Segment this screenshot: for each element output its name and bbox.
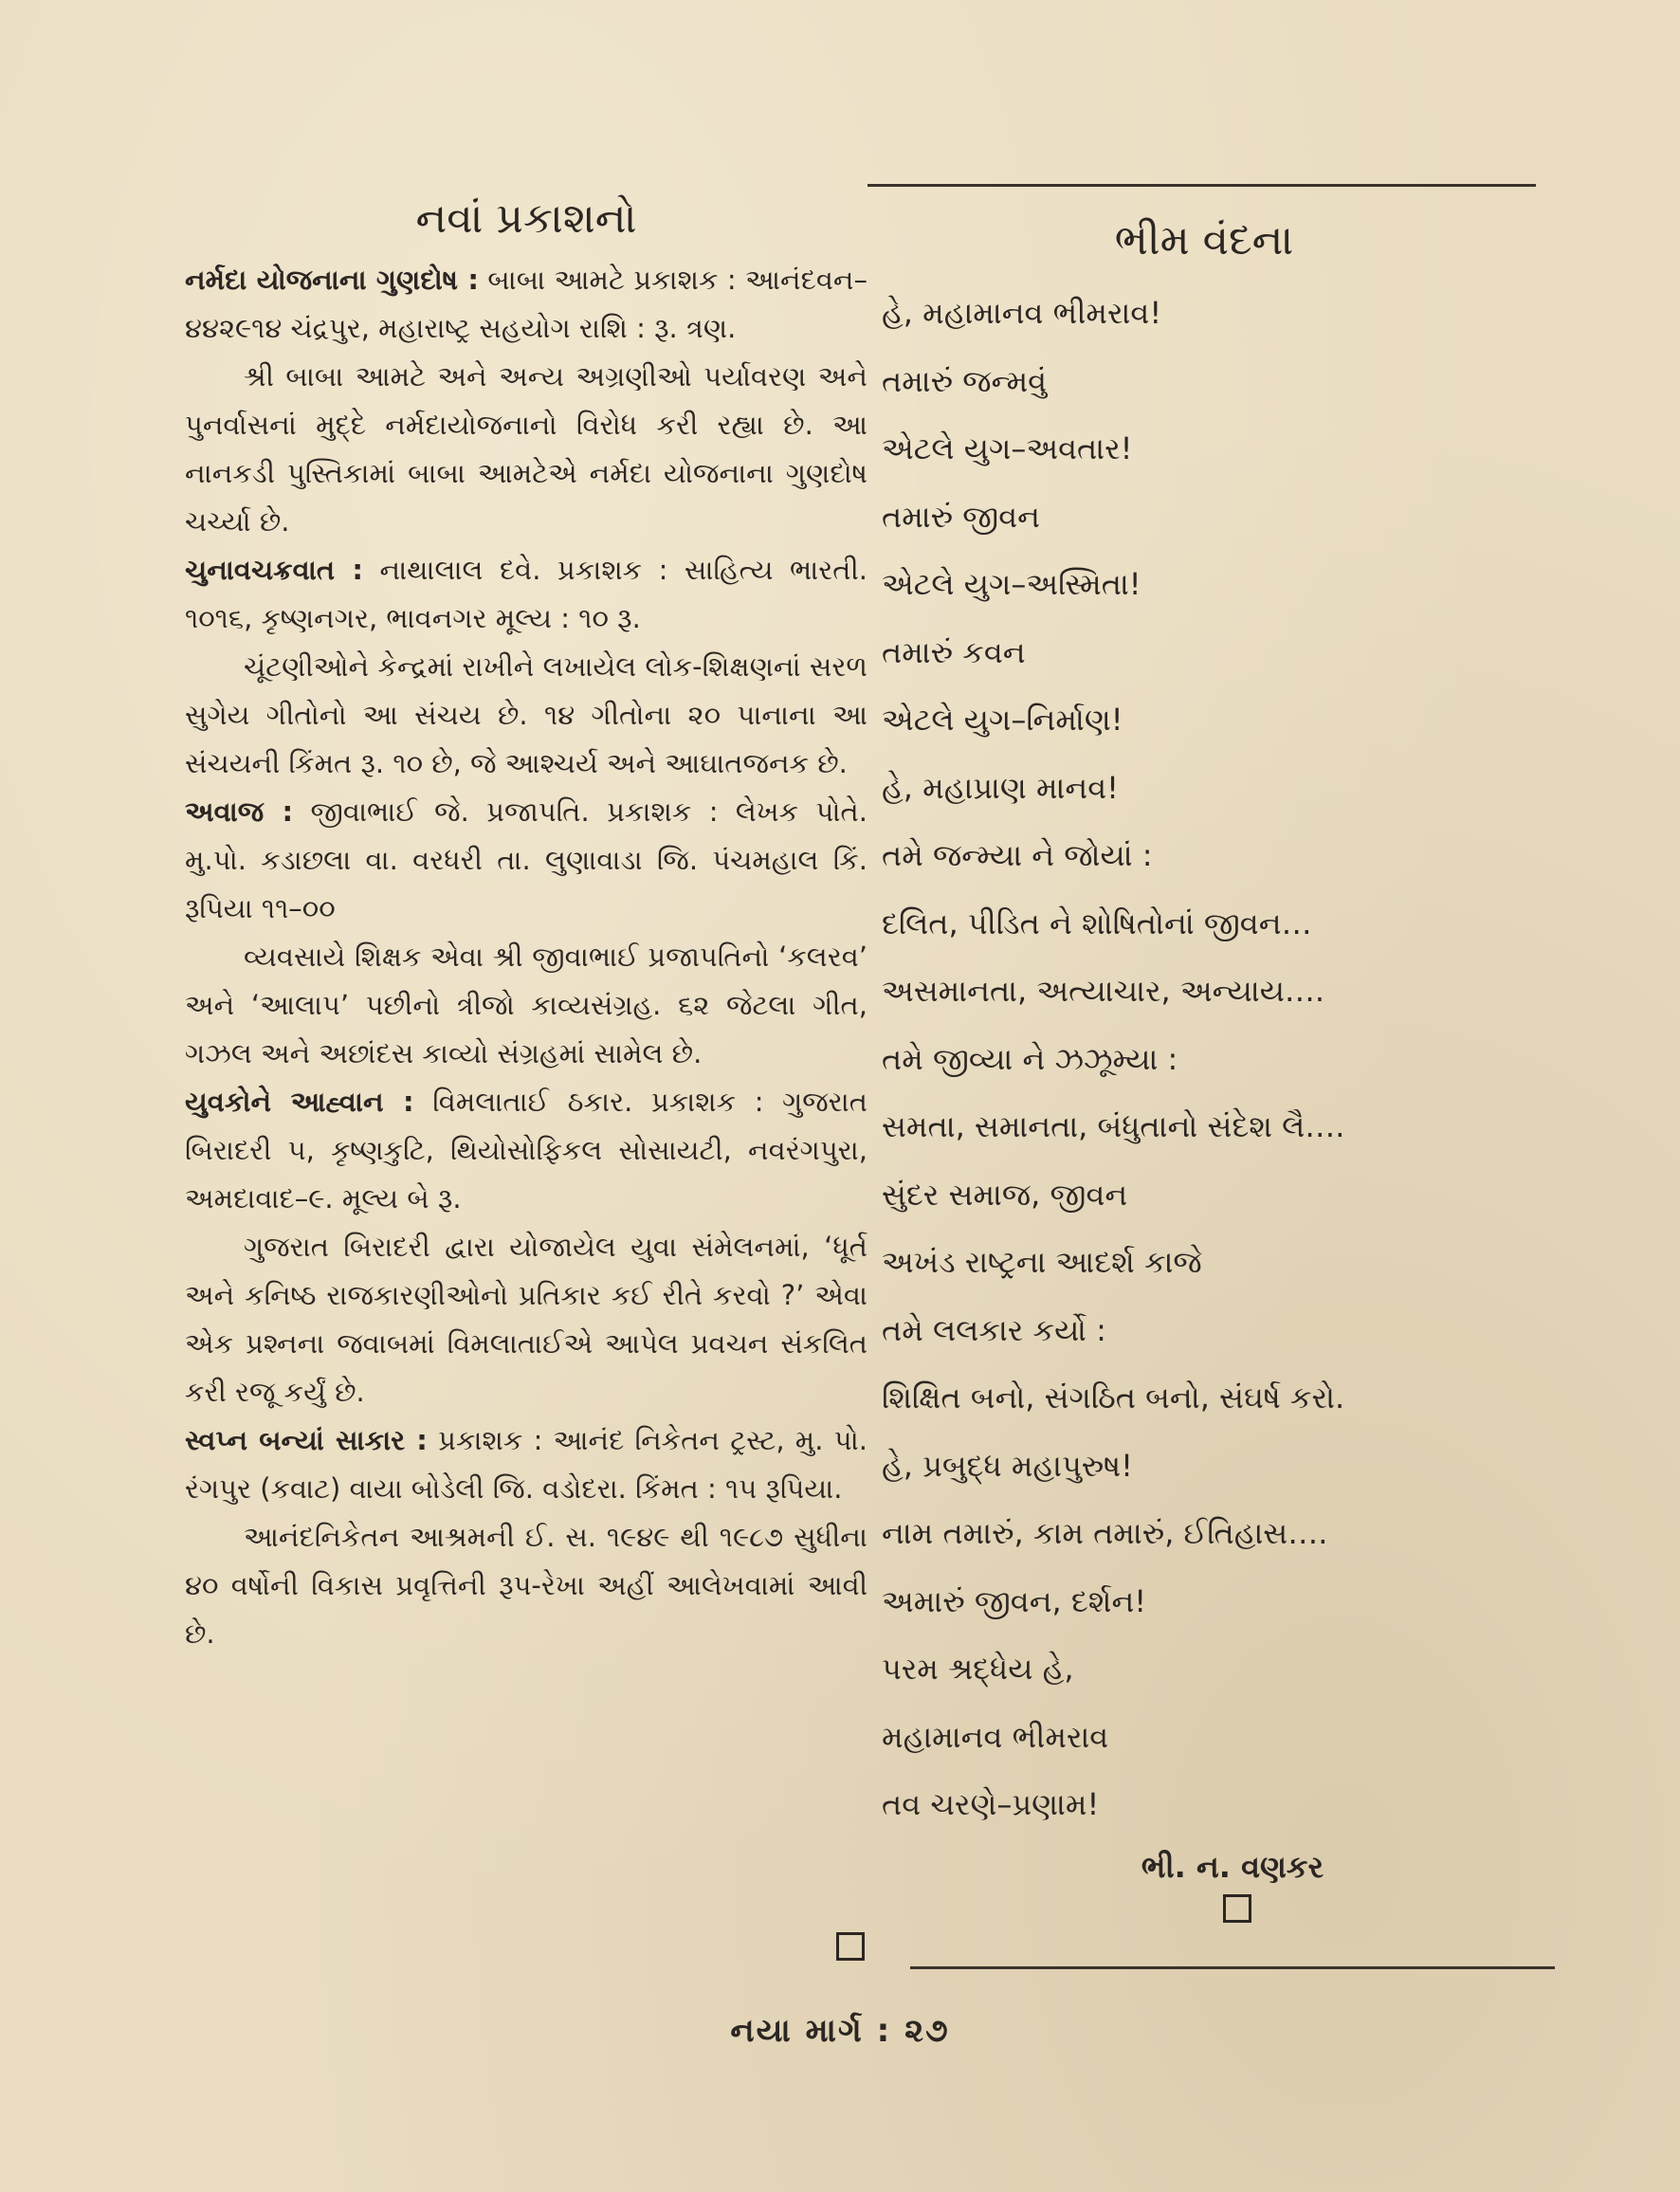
poem-line: તમારું કવન (882, 633, 1026, 670)
end-mark-box (836, 1932, 865, 1961)
poem-line: તવ ચરણે–પ્રણામ! (882, 1786, 1100, 1822)
poem-line: નામ તમારું, કામ તમારું, ઈતિહાસ…. (882, 1515, 1328, 1551)
new-publications-column (185, 194, 867, 1658)
poem-line: અખંડ રાષ્ટ્રના આદર્શ કાજે (882, 1244, 1202, 1280)
poem-line: સમતા, સમાનતા, બંધુતાનો સંદેશ લૈ…. (882, 1108, 1345, 1144)
poem-line: તમે જીવ્યા ને ઝઝૂમ્યા : (882, 1040, 1178, 1077)
poem-author: ભી. ન. વણકર (1141, 1848, 1324, 1885)
publication-item-5 (185, 1416, 867, 1658)
poem-line: તમે જન્મ્યા ને જોયાં : (882, 837, 1153, 873)
poem-line: તમારું જીવન (882, 498, 1041, 535)
publication-title: નર્મદા યોજનાના ગુણદોષ : (185, 264, 479, 296)
poem-column (863, 180, 1545, 1886)
publication-description: આનંદનિકેતન આશ્રમની ઈ. સ. ૧૯૪૯ થી ૧૯૮૭ સુધીના ૪૦ વર્ષોની વિકાસ પ્રવૃત્તિની રૂપ-રેખા અહીં આલેખવામાં આવી છે. (185, 1521, 867, 1650)
publication-description: વ્યવસાયે શિક્ષક એવા શ્રી જીવાભાઈ પ્રજાપતિનો ‘કલરવ’ અને ‘આલાપ’ પછીનો ત્રીજો કાવ્યસંગ્રહ. ૬૨ જેટલા ગીત, ગઝલ અને અછાંદસ કાવ્યો સંગ્રહમાં સામેલ છે. (185, 941, 867, 1069)
publication-item-4 (185, 1078, 867, 1416)
poem-line: દલિત, પીડિત ને શોષિતોનાં જીવન… (882, 904, 1312, 941)
poem-line: હે, મહાપ્રાણ માનવ! (882, 769, 1120, 806)
poem-title: ભીમ વંદના (1114, 216, 1294, 265)
publication-info: પ્રકાશક : આનંદ નિકેતન ટ્રસ્ટ, મુ. પો. રંગપુર (કવાટ) વાયા બોડેલી જિ. વડોદરા. કિંમત : ૧૫ રૂપિયા. (185, 1424, 867, 1505)
poem-line: મહામાનવ ભીમરાવ (882, 1718, 1109, 1755)
poem-line: તમે લલકાર કર્યો : (882, 1311, 1106, 1348)
publication-title: યુવકોને આહ્વાન : (185, 1086, 414, 1118)
publication-info: નાથાલાલ દવે. પ્રકાશક : સાહિત્ય ભારતી. ૧૦૧૬, કૃષ્ણનગર, ભાવનગર મૂલ્ય : ૧૦ રૂ. (185, 554, 867, 634)
publication-description: ગુજરાત બિરાદરી દ્વારા યોજાયેલ યુવા સંમેલનમાં, ‘ધૂર્ત અને કનિષ્ઠ રાજકારણીઓનો પ્રતિકાર કઈ રીતે કરવો ?’ એવા એક પ્રશ્નના જવાબમાં વિમલાતાઈએ આપેલ પ્રવચન સંકલિત કરી રજૂ કર્યું છે. (185, 1231, 867, 1408)
publication-item-1 (185, 256, 867, 546)
publication-title: ચુનાવચક્રવાત : (185, 554, 363, 586)
poem-line: સુંદર સમાજ, જીવન (882, 1176, 1128, 1213)
new-publications-heading: નવાં પ્રકાશનો (415, 194, 637, 243)
poem-line: એટલે યુગ–અવતાર! (882, 430, 1133, 466)
publication-description: શ્રી બાબા આમટે અને અન્ય અગ્રણીઓ પર્યાવરણ અને પુનર્વાસનાં મુદ્દે નર્મદાયોજનાનો વિરોધ કરી રહ્યા છે. આ નાનકડી પુસ્તિકામાં બાબા આમટેએ નર્મદા યોજનાના ગુણદોષ ચર્ચ્યા છે. (185, 360, 867, 538)
publication-description: ચૂંટણીઓને કેન્દ્રમાં રાખીને લખાયેલ લોક-શિક્ષણનાં સરળ સુગેય ગીતોનો આ સંચય છે. ૧૪ ગીતોના ૨૦ પાનાના આ સંચયની કિંમત રૂ. ૧૦ છે, જે આશ્ચર્ય અને આઘાતજનક છે. (185, 650, 867, 779)
publication-title: સ્વપ્ન બન્યાં સાકાર : (185, 1424, 428, 1456)
poem-line: અસમાનતા, અત્યાચાર, અન્યાય…. (882, 973, 1325, 1009)
publication-item-2 (185, 546, 867, 788)
poem-line: હે, પ્રબુદ્ધ મહાપુરુષ! (882, 1447, 1133, 1484)
poem-line: પરમ શ્રદ્ધેય હે, (882, 1651, 1074, 1687)
poem-line: એટલે યુગ–નિર્માણ! (882, 702, 1123, 738)
publication-info: જીવાભાઈ જે. પ્રજાપતિ. પ્રકાશક : લેખક પોતે. મુ.પો. કડાછલા વા. વરધરી તા. લુણાવાડા જિ. પંચમહાલ કિં. રૂપિયા ૧૧–૦૦ (185, 795, 868, 924)
poem-line: તમારું જન્મવું (882, 362, 1048, 399)
page-footer: નયા માર્ગ : ૨૭ (730, 2012, 950, 2050)
publication-info: વિમલાતાઈ ઠકાર. પ્રકાશક : ગુજરાત બિરાદરી ૫, કૃષ્ણકુટિ, થિયોસોફિકલ સોસાયટી, નવરંગપુરા, અમદાવાદ–૯. મૂલ્ય બે રૂ. (185, 1086, 867, 1215)
publication-info: બાબા આમટે પ્રકાશક : આનંદવન–૪૪૨૯૧૪ ચંદ્રપુર, મહારાષ્ટ્ર સહયોગ રાશિ : રૂ. ત્રણ. (185, 264, 867, 344)
publication-item-3 (185, 788, 867, 1078)
publication-title: અવાજ : (185, 795, 294, 828)
poem-body (882, 280, 1545, 1839)
poem-line: એટલે યુગ–અસ્મિતા! (882, 566, 1141, 602)
poem-line: શિક્ષિત બનો, સંગઠિત બનો, સંઘર્ષ કરો. (882, 1379, 1345, 1416)
poem-line: અમારું જીવન, દર્શન! (882, 1582, 1147, 1619)
end-mark-box (1223, 1894, 1251, 1923)
poem-line: હે, મહામાનવ ભીમરાવ! (882, 295, 1162, 331)
bottom-rule (910, 1966, 1555, 1969)
